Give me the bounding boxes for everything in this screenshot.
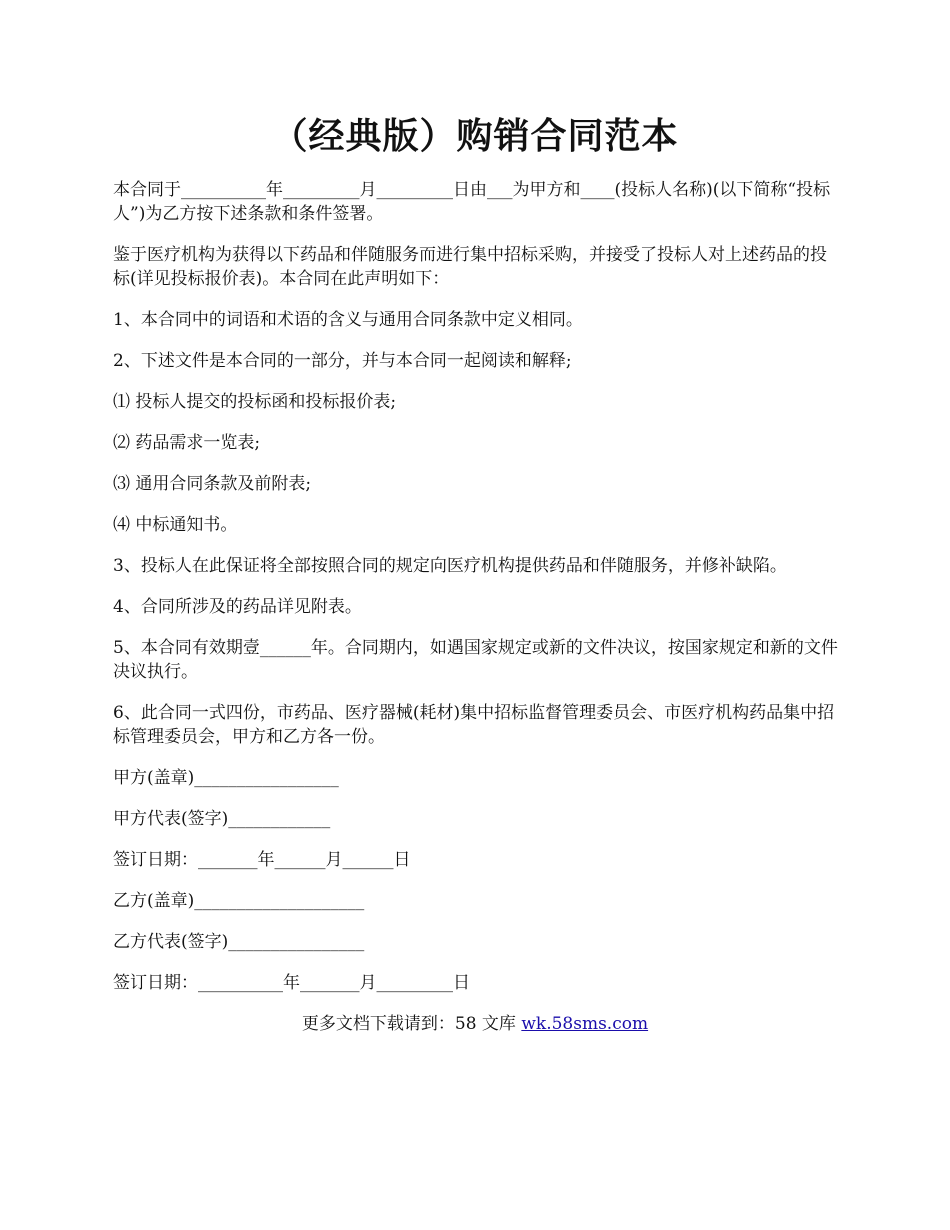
- clause-2-item-2: ⑵ 药品需求一览表;: [113, 433, 261, 453]
- clause-2-item-1: ⑴ 投标人提交的投标函和投标报价表;: [113, 392, 397, 412]
- contract-body: [113, 178, 843, 1012]
- paragraph-whereas: 鉴于医疗机构为获得以下药品和伴随服务而进行集中招标采购，并接受了投标人对上述药品的投标(详见投标报价表)。本合同在此声明如下：: [113, 245, 827, 289]
- footer-text: 更多文档下载请到：58 文库: [301, 1014, 522, 1034]
- party-b-sign-date-line: 签订日期：__________年_______月_________日: [113, 973, 470, 993]
- clause-4: 4、合同所涉及的药品详见附表。: [113, 597, 362, 617]
- document-title: （经典版）购销合同范本: [271, 115, 679, 157]
- clause-2-item-3: ⑶ 通用合同条款及前附表;: [113, 474, 312, 494]
- clause-6: 6、此合同一式四份，市药品、医疗器械(耗材)集中招标监督管理委员会、市医疗机构药品集中招标管理委员会，甲方和乙方各一份。: [113, 703, 835, 747]
- clause-3: 3、投标人在此保证将全部按照合同的规定向医疗机构提供药品和伴随服务，并修补缺陷。: [113, 556, 787, 576]
- clause-2: 2、下述文件是本合同的一部分，并与本合同一起阅读和解释;: [113, 351, 572, 371]
- party-a-sign-date-line: 签订日期：_______年______月______日: [113, 850, 411, 870]
- clause-2-item-4: ⑷ 中标通知书。: [113, 515, 238, 535]
- party-b-seal-line: 乙方(盖章)____________________: [113, 891, 365, 911]
- party-a-seal-line: 甲方(盖章)_________________: [113, 768, 339, 788]
- footer-link[interactable]: wk.58sms.com: [521, 1014, 649, 1034]
- download-footer: [0, 1012, 950, 1036]
- clause-5: 5、本合同有效期壹______年。合同期内，如遇国家规定或新的文件决议，按国家规定和新的文件决议执行。: [113, 638, 838, 682]
- paragraph-intro: 本合同于__________年_________月_________日由___为甲方和____(投标人名称)(以下简称“投标人”)为乙方按下述条款和条件签署。: [113, 180, 831, 224]
- party-b-representative-line: 乙方代表(签字)________________: [113, 932, 365, 952]
- party-a-representative-line: 甲方代表(签字)____________: [113, 809, 331, 829]
- clause-1: 1、本合同中的词语和术语的含义与通用合同条款中定义相同。: [113, 310, 583, 330]
